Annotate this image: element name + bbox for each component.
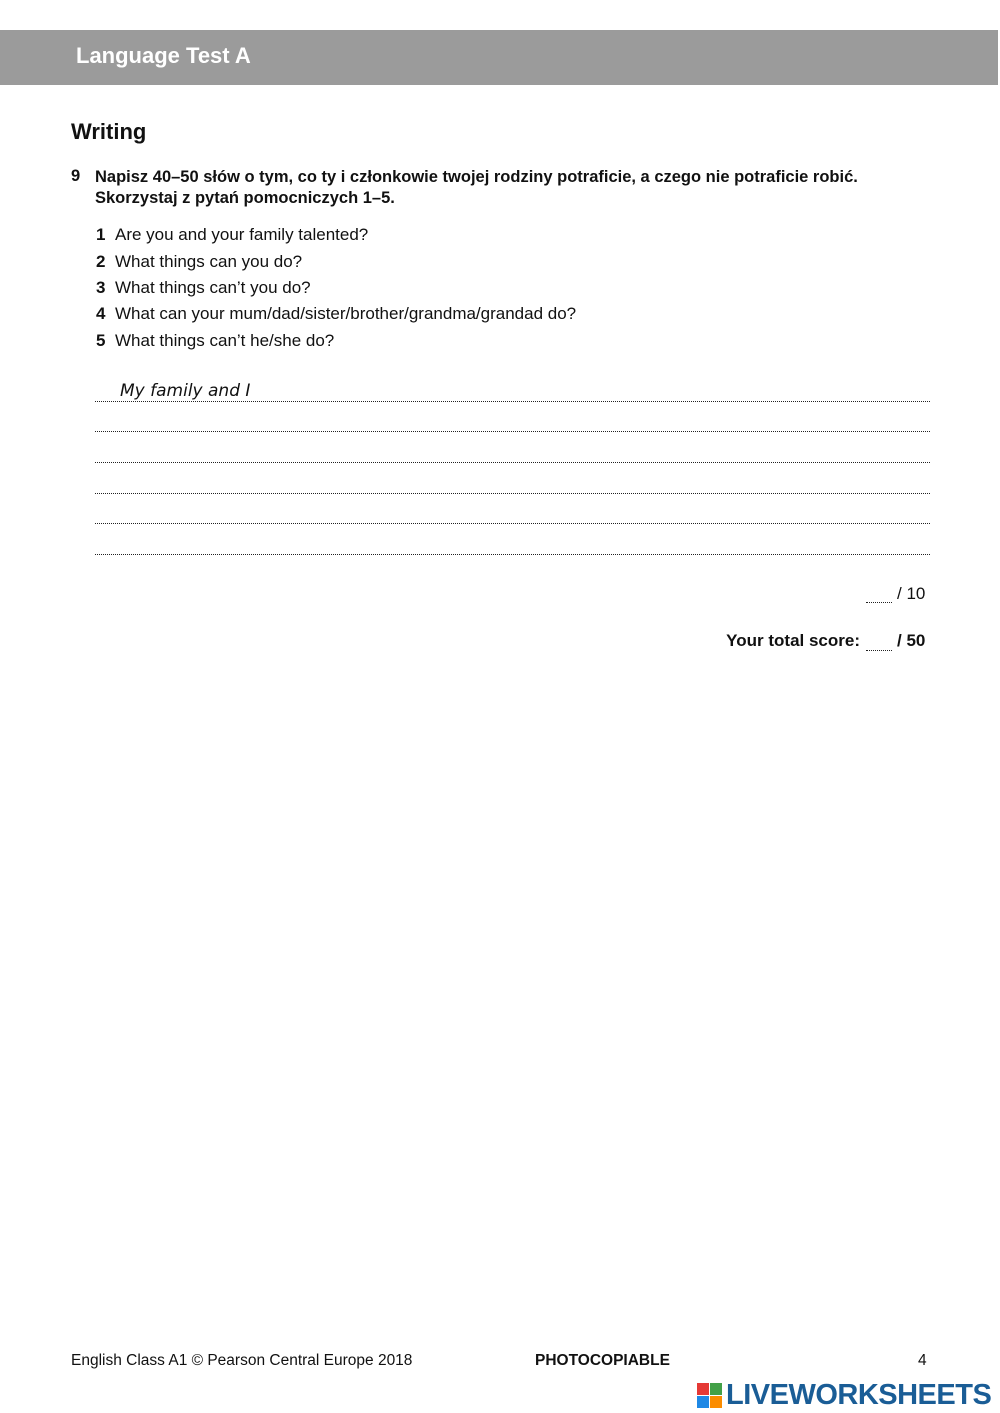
question-item <box>96 331 334 351</box>
answer-text[interactable]: My family and I <box>120 381 251 401</box>
liveworksheets-logo <box>697 1380 991 1410</box>
answer-line[interactable] <box>95 462 930 463</box>
question-item <box>96 225 368 245</box>
page-title: Language Test A <box>76 43 251 68</box>
total-score-blank[interactable] <box>866 650 892 651</box>
total-score-label: Your total score: <box>726 631 860 650</box>
question-item <box>96 252 302 272</box>
answer-line[interactable] <box>95 554 930 555</box>
task-instruction: Napisz 40–50 słów o tym, co ty i członkowie twojej rodziny potraficie, a czego nie potraficie robić. Skorzystaj z pytań pomocniczych 1–5. <box>95 168 858 207</box>
answer-line[interactable] <box>95 493 930 494</box>
task-score-max: / 10 <box>897 584 926 603</box>
question-number: 4 <box>96 304 106 323</box>
answer-line[interactable] <box>95 523 930 524</box>
footer-page-number: 4 <box>918 1352 927 1369</box>
question-number: 2 <box>96 252 106 271</box>
liveworksheets-icon <box>697 1383 722 1408</box>
question-text: What things can’t he/she do? <box>115 331 335 350</box>
question-text: What things can you do? <box>115 252 303 271</box>
question-number: 1 <box>96 225 106 244</box>
logo-square-i <box>710 1383 722 1395</box>
question-text: What can your mum/dad/sister/brother/grandma/grandad do? <box>115 304 577 323</box>
task-number: 9 <box>71 167 81 185</box>
question-text: Are you and your family talented? <box>115 225 369 244</box>
logo-square-l <box>697 1383 709 1395</box>
footer-copyright: English Class A1 © Pearson Central Europe 2018 <box>71 1352 413 1369</box>
section-title: Writing <box>71 119 147 144</box>
task-score-blank[interactable] <box>866 602 892 603</box>
liveworksheets-wordmark: LIVEWORKSHEETS <box>726 1378 992 1411</box>
answer-line[interactable] <box>95 401 930 402</box>
question-item <box>96 278 311 298</box>
footer-photocopiable: PHOTOCOPIABLE <box>535 1352 670 1369</box>
logo-square-v <box>697 1396 709 1408</box>
question-text: What things can’t you do? <box>115 278 311 297</box>
answer-line[interactable] <box>95 431 930 432</box>
question-number: 5 <box>96 331 106 350</box>
question-number: 3 <box>96 278 106 297</box>
total-score-max: / 50 <box>897 631 926 650</box>
logo-square-e <box>710 1396 722 1408</box>
question-item <box>96 304 576 324</box>
